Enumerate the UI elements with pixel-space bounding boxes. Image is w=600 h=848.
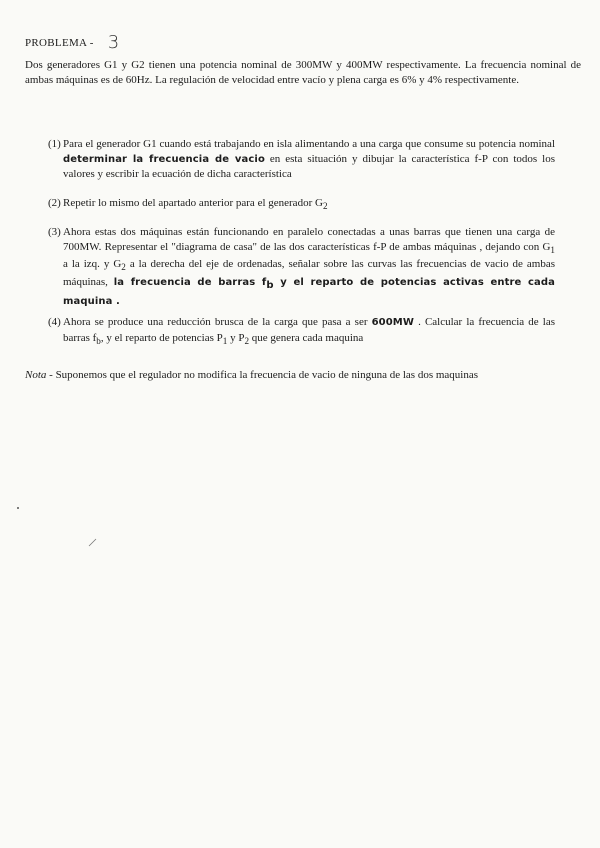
problem-title-label: PROBLEMA - <box>25 37 94 49</box>
problem-number: 3 <box>107 32 120 53</box>
question-number: (2) <box>48 197 61 209</box>
question-1 <box>48 137 555 182</box>
question-number: (1) <box>48 138 61 150</box>
note-text: - Suponemos que el regulador no modifica la frecuencia de vacio de ninguna de las dos maquinas <box>46 369 479 381</box>
question-emphasis: y el reparto de potencias activas entre cada maquina . <box>63 276 555 307</box>
question-text: Ahora estas dos máquinas están funcionando en paralelo conectadas a unas barras que tienen una carga de 700MW. Representar el "diagrama de casa" de las dos características f-P de ambas máquinas , dejando con G <box>63 226 555 253</box>
question-text: Para el generador G1 cuando está trabajando en isla alimentando a una carga que consume su potencia nominal <box>63 138 555 150</box>
question-text: en esta situación y dibujar la característica f-P con todos los valores y escribir la ecuación de dicha característica <box>63 152 555 180</box>
subscript: 2 <box>322 201 328 212</box>
note <box>25 368 585 382</box>
problem-title <box>25 32 120 53</box>
question-body <box>63 315 555 348</box>
question-text: , y el reparto de potencias P <box>100 331 223 344</box>
question-text: que genera cada maquina <box>249 331 364 344</box>
subscript: b <box>96 335 101 346</box>
question-number: (4) <box>48 316 61 328</box>
question-body <box>63 225 555 309</box>
note-label: Nota <box>25 369 47 381</box>
subscript: 2 <box>121 262 126 273</box>
question-3 <box>48 225 555 309</box>
question-body <box>63 196 555 214</box>
question-text: a la izq. y G <box>63 258 122 271</box>
question-emphasis: 600MW <box>371 317 414 328</box>
question-text: a la derecha del eje de ordenadas, señalar sobre las curvas las frecuencias de vacio de ambas máquinas, <box>63 258 555 288</box>
question-text: Ahora se produce una reducción brusca de la carga que pasa a ser <box>63 316 372 328</box>
question-number: (3) <box>48 226 61 238</box>
problem-statement: Dos generadores G1 y G2 tienen una potencia nominal de 300MW y 400MW respectivamente. La frecuencia nominal de ambas máquinas es de 60Hz. La regulación de velocidad entre vacío y plena carga es 6% y 4% respectivamente. <box>25 59 581 86</box>
subscript: b <box>266 280 274 292</box>
question-4 <box>48 315 555 348</box>
subscript: 2 <box>244 335 250 346</box>
question-body <box>63 137 555 182</box>
question-2 <box>48 196 555 214</box>
scan-speck <box>17 507 19 509</box>
scan-mark <box>88 538 97 547</box>
question-text: . Calcular la frecuencia de las barras f <box>63 316 556 344</box>
question-text: Repetir lo mismo del apartado anterior para el generador G <box>63 197 323 209</box>
question-emphasis: la frecuencia de barras f <box>113 276 267 288</box>
question-emphasis: determinar la frecuencia de vacio <box>63 153 265 165</box>
subscript: 1 <box>222 335 228 346</box>
question-text: y P <box>227 331 245 344</box>
subscript: 1 <box>550 244 555 255</box>
